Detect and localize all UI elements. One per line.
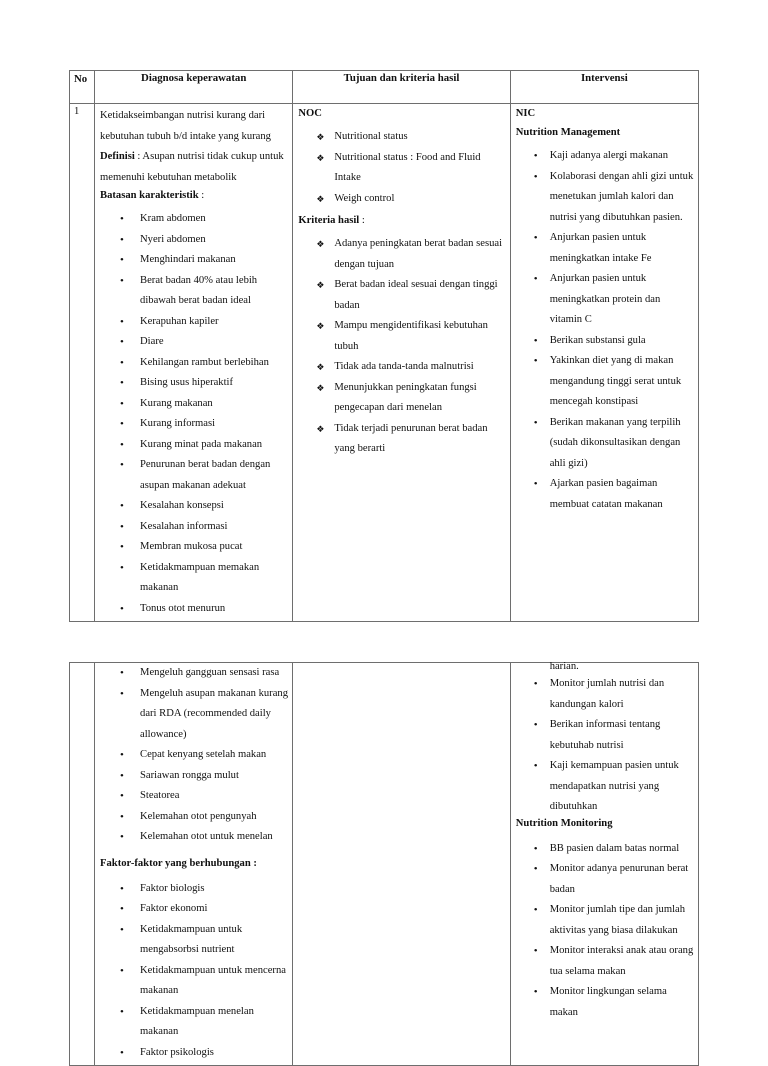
diagnosa-cell-cont — [95, 663, 293, 1066]
list-item: • Mengeluh gangguan sensasi rasa — [100, 663, 288, 684]
intervensi-cell-cont — [510, 663, 698, 1066]
list-item: • Anjurkan pasien untuk meningkatkan intake Fe — [516, 228, 694, 269]
list-item: • Menghindari makanan — [100, 250, 288, 271]
list-item: • Ketidakmampuan menelan makanan — [100, 1002, 288, 1043]
diagnosa-title: Ketidakseimbangan nutrisi kurang dari kebutuhan tubuh b/d intake yang kurang — [100, 110, 271, 142]
list-item: ❖ Tidak terjadi penurunan berat badan yang berarti — [298, 419, 505, 460]
header-no-text: No — [74, 73, 88, 85]
faktor-list — [100, 879, 288, 1064]
list-item: • Tonus otot menurun — [100, 599, 288, 620]
list-item: • Faktor biologis — [100, 879, 288, 900]
list-item: ❖ Nutritional status : Food and Fluid Intake — [298, 148, 505, 189]
list-item: • Kehilangan rambut berlebihan — [100, 353, 288, 374]
intervensi-cont-text: harian. — [549, 661, 579, 672]
nic-label: NIC — [515, 108, 536, 119]
list-item: ❖ Mampu mengidentifikasi kebutuhan tubuh — [298, 316, 505, 357]
list-item: • Kurang informasi — [100, 414, 288, 435]
list-item: • Kelemahan otot untuk menelan — [100, 827, 288, 848]
list-item: • Steatorea — [100, 786, 288, 807]
batasan-list — [100, 209, 288, 619]
nutrition-management-label: Nutrition Management — [515, 127, 621, 138]
kriteria-heading — [298, 213, 505, 228]
table-row — [70, 663, 699, 1066]
list-item: • Faktor psikologis — [100, 1043, 288, 1064]
batasan-label: Batasan karakteristik — [100, 190, 199, 201]
batasan-list-continued — [100, 663, 288, 848]
kriteria-suffix: : — [359, 215, 365, 226]
list-item: • Sariawan rongga mulut — [100, 766, 288, 787]
table-header-row — [70, 71, 699, 104]
definisi-label: Definisi — [100, 151, 135, 162]
list-item: • Faktor ekonomi — [100, 899, 288, 920]
list-item: ❖ Nutritional status — [298, 127, 505, 148]
list-item: • Kolaborasi dengan ahli gizi untuk menetukan jumlah kalori dan nutrisi yang dibutuhkan pasien. — [516, 167, 694, 229]
list-item: • Ketidakmampuan memakan makanan — [100, 558, 288, 599]
row-number-empty — [70, 663, 95, 1066]
list-item: • Kaji adanya alergi makanan — [516, 146, 694, 167]
list-item: • Berat badan 40% atau lebih dibawah berat badan ideal — [100, 271, 288, 312]
list-item: • BB pasien dalam batas normal — [516, 839, 694, 860]
nic-list-continued — [516, 674, 694, 818]
list-item: • Cepat kenyang setelah makan — [100, 745, 288, 766]
batasan-suffix: : — [198, 190, 205, 201]
list-item: • Diare — [100, 332, 288, 353]
list-item: • Penurunan berat badan dengan asupan makanan adekuat — [100, 455, 288, 496]
list-item: • Membran mukosa pucat — [100, 537, 288, 558]
care-plan-table-page-1 — [69, 70, 699, 622]
header-no — [70, 71, 95, 104]
intervensi-cell — [510, 104, 698, 622]
definisi-paragraph — [100, 147, 288, 188]
list-item: • Nyeri abdomen — [100, 230, 288, 251]
list-item: • Kesalahan informasi — [100, 517, 288, 538]
header-diagnosa: Diagnosa keperawatan — [95, 71, 293, 104]
care-plan-table-page-2 — [69, 662, 699, 1066]
definisi-text: : Asupan nutrisi tidak cukup untuk memenuhi kebutuhan metabolik — [100, 151, 284, 183]
list-item: • Yakinkan diet yang di makan mengandung tinggi serat untuk mencegah konstipasi — [516, 351, 694, 413]
list-item: • Monitor jumlah tipe dan jumlah aktivitas yang biasa dilakukan — [516, 900, 694, 941]
nutrition-monitoring-label: Nutrition Monitoring — [515, 817, 613, 829]
diagnosa-cell — [95, 104, 293, 622]
list-item: • Kesalahan konsepsi — [100, 496, 288, 517]
list-item: ❖ Adanya peningkatan berat badan sesuai dengan tujuan — [298, 234, 505, 275]
table-row — [70, 104, 699, 622]
list-item: • Bising usus hiperaktif — [100, 373, 288, 394]
noc-label: NOC — [298, 108, 322, 119]
list-item: • Ajarkan pasien bagaiman membuat catatan makanan — [516, 474, 694, 515]
list-item: ❖ Berat badan ideal sesuai dengan tinggi badan — [298, 275, 505, 316]
list-item: • Kelemahan otot pengunyah — [100, 807, 288, 828]
list-item: ❖ Weigh control — [298, 189, 505, 210]
tujuan-cell — [293, 104, 510, 622]
list-item: • Berikan makanan yang terpilih (sudah dikonsultasikan dengan ahli gizi) — [516, 413, 694, 475]
tujuan-cell-cont — [293, 663, 510, 1066]
list-item: • Kram abdomen — [100, 209, 288, 230]
list-item: • Monitor jumlah nutrisi dan kandungan kalori — [516, 674, 694, 715]
kriteria-list — [298, 234, 505, 460]
list-item: • Kerapuhan kapiler — [100, 312, 288, 333]
noc-list — [298, 127, 505, 209]
list-item: • Berikan informasi tentang kebutuhab nutrisi — [516, 715, 694, 756]
list-item: • Ketidakmampuan untuk mencerna makanan — [100, 961, 288, 1002]
list-item: • Ketidakmampuan untuk mengabsorbsi nutrient — [100, 920, 288, 961]
kriteria-label: Kriteria hasil — [298, 215, 360, 226]
header-tujuan: Tujuan dan kriteria hasil — [293, 71, 510, 104]
faktor-heading: Faktor-faktor yang berhubungan : — [100, 857, 257, 869]
header-intervensi: Intervensi — [510, 71, 698, 104]
list-item: • Anjurkan pasien untuk meningkatkan protein dan vitamin C — [516, 269, 694, 331]
list-item: • Mengeluh asupan makanan kurang dari RDA (recommended daily allowance) — [100, 684, 288, 746]
list-item: ❖ Tidak ada tanda-tanda malnutrisi — [298, 357, 505, 378]
list-item: • Berikan substansi gula — [516, 331, 694, 352]
list-item: • Kurang makanan — [100, 394, 288, 415]
row-number: 1 — [70, 104, 95, 622]
monitoring-list — [516, 839, 694, 1024]
list-item: • Kurang minat pada makanan — [100, 435, 288, 456]
batasan-heading — [100, 188, 288, 203]
list-item: ❖ Menunjukkan peningkatan fungsi pengecapan dari menelan — [298, 378, 505, 419]
list-item: • Monitor lingkungan selama makan — [516, 982, 694, 1023]
list-item: • Monitor interaksi anak atau orang tua selama makan — [516, 941, 694, 982]
list-item: • Monitor adanya penurunan berat badan — [516, 859, 694, 900]
list-item: • Kaji kemampuan pasien untuk mendapatkan nutrisi yang dibutuhkan — [516, 756, 694, 818]
nic-list — [516, 146, 694, 515]
